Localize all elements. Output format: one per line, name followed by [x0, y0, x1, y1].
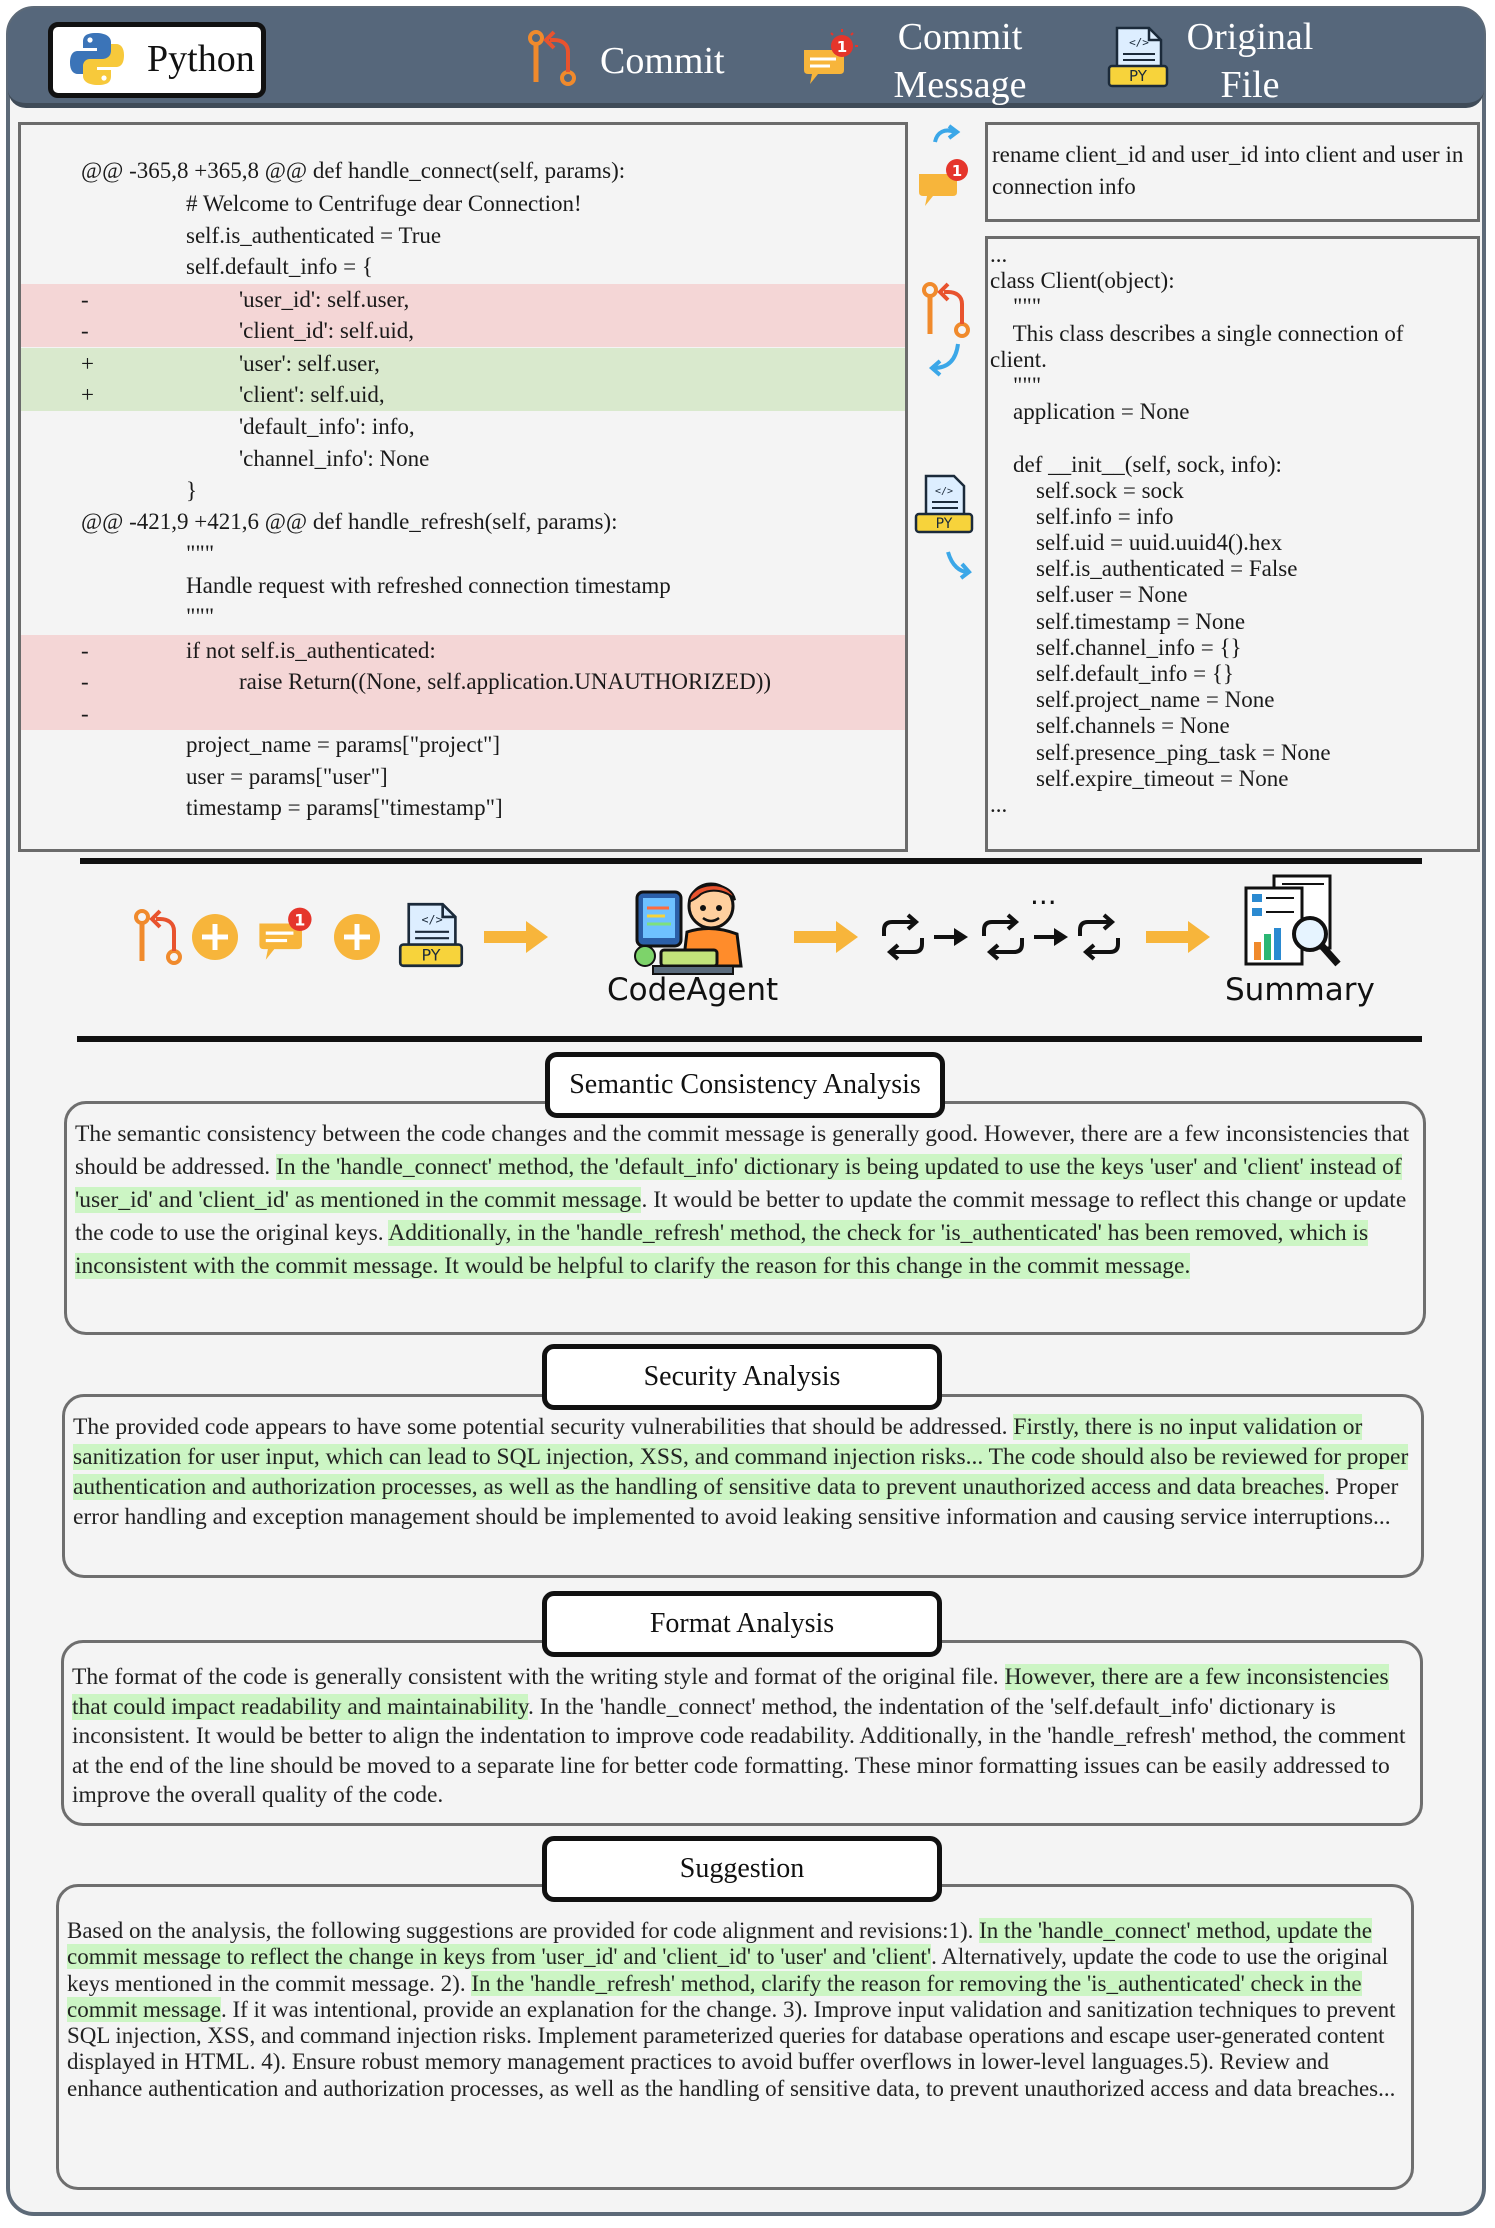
body-text: . If it was intentional, provide an explanation for the change. 3). Improve input validation and sanitization techniques to prevent SQL injection, XSS, and command injection risks. Implement parameterized queries for database operations and escape user-generated content displayed in HTML. 4). Ensure robust memory management practices to avoid buffer overflows in lower-level languages.5). Review and enhance authentication and authorization processes, as well as the handling of sensitive data, to prevent unauthorized access and data breaches... [67, 1996, 1396, 2101]
notification-count: 1 [294, 910, 306, 930]
py-file-pipeline-icon [398, 900, 464, 970]
diff-line [21, 188, 905, 220]
diff-sign: - [81, 701, 89, 726]
diff-code: """ [186, 541, 215, 566]
step-arrow [1054, 928, 1068, 946]
diff-code: 'client': self.uid, [239, 382, 385, 407]
diff-code: timestamp = params["timestamp"] [186, 795, 503, 820]
source-line: self.sock = sock [990, 477, 1184, 503]
diff-line [21, 379, 905, 411]
iteration-ellipsis: ... [1030, 878, 1057, 911]
source-line: self.timestamp = None [990, 608, 1246, 634]
py-badge-text: PY [1129, 67, 1147, 85]
commit-message-small-icon [915, 120, 975, 206]
diff-code: 'default_info': info, [239, 414, 415, 439]
diff-code: } [186, 478, 198, 503]
diff-line [21, 570, 905, 602]
original-file-lines [990, 242, 1477, 818]
body-text: . Alternatively, update the code to use the original keys mentioned in the commit message. 2). [67, 1944, 1389, 1996]
format-analysis-title: Format Analysis [542, 1591, 942, 1657]
diff-line [21, 538, 905, 570]
step-arrow [954, 928, 968, 946]
diff-line [21, 792, 905, 824]
notification-count: 1 [951, 162, 963, 180]
source-line: """ [990, 294, 1042, 320]
plus-icon [332, 912, 382, 962]
iteration-loop-icons [878, 902, 1128, 962]
source-line: ... [990, 791, 1008, 817]
body-text: . It would be better to update the commit message to reflect this change or update the code to use the original keys. [75, 1187, 1407, 1246]
diff-sign: - [81, 287, 89, 312]
notification-count: 1 [836, 38, 848, 56]
diff-line [21, 348, 905, 380]
diff-line [21, 220, 905, 252]
arrow-right-icon [790, 917, 862, 957]
arrow-right-icon [1142, 917, 1214, 957]
diff-sign: - [81, 669, 89, 694]
commit-message-icon [800, 26, 858, 88]
body-text: . Proper error handling and exception management should be implemented to avoid leaking sensitive information and causing service interruptions... [73, 1474, 1399, 1530]
code-glyph: </> [1129, 36, 1149, 49]
suggestion-body [56, 1884, 1414, 2190]
source-line: """ [990, 372, 1042, 398]
diff-code: self.is_authenticated = True [186, 223, 442, 248]
source-line: self.uid = uuid.uuid4().hex [990, 530, 1283, 556]
source-line: self.expire_timeout = None [990, 765, 1289, 791]
original-file-icon [1107, 24, 1169, 90]
diff-code: 'client_id': self.uid, [239, 318, 415, 343]
source-line: ... [990, 242, 1008, 267]
source-line: client. [990, 346, 1047, 372]
diff-code: raise Return((None, self.application.UNAUTHORIZED)) [239, 669, 772, 694]
diff-code: @@ -421,9 +421,6 @@ def handle_refresh(self, params): [81, 509, 618, 534]
commit-message-pipeline-icon [255, 898, 317, 964]
diff-code: self.default_info = { [186, 254, 373, 279]
source-line: self.channels = None [990, 713, 1230, 739]
diff-code: 'channel_info': None [239, 446, 430, 471]
commit-pipeline-icon [130, 905, 186, 969]
commit-small-icon [918, 280, 978, 380]
body-text: . In the 'handle_connect' method, the indentation of the 'self.default_info' dictionary is inconsistent. It would be better to align the indentation to improve code readability. Additionally, in the 'handle_refresh' method, the comment at the end of the line should be moved to a separate line for better code formatting. These minor formatting issues can be easily addressed to improve the overall quality of the code. [72, 1693, 1406, 1808]
highlighted-text: In the 'handle_connect' method, the 'default_info' dictionary is being updated to use the keys 'user' and 'client' instead of 'user_id' and 'client_id' as mentioned in the commit message [75, 1154, 1402, 1213]
source-line [990, 425, 1477, 451]
diff-line [21, 411, 905, 443]
diff-sign: - [81, 318, 89, 343]
diff-line [21, 698, 905, 730]
suggestion-title: Suggestion [542, 1836, 942, 1902]
format-analysis-body [61, 1640, 1423, 1826]
diff-line [21, 666, 905, 698]
highlighted-text: However, there are a few inconsistencies that could impact readability and maintainability [72, 1664, 1389, 1720]
diff-code: Handle request with refreshed connection timestamp [186, 573, 671, 598]
diff-sign: - [81, 638, 89, 663]
body-text: Based on the analysis, the following suggestions are provided for code alignment and revisions:1). [67, 1918, 980, 1943]
original-file-label-line2: File [1220, 64, 1280, 106]
diff-line [21, 315, 905, 347]
source-line: self.info = info [990, 503, 1174, 529]
summary-label: Summary [1225, 972, 1375, 1008]
semantic-analysis-body [64, 1101, 1426, 1335]
py-badge-text: PY [935, 516, 953, 532]
commit-message-label [880, 13, 1040, 109]
original-file-label [1180, 13, 1320, 109]
source-line: class Client(object): [990, 268, 1175, 294]
security-analysis-body [62, 1394, 1424, 1578]
diff-line [21, 506, 905, 538]
commit-label: Commit [600, 40, 725, 82]
diff-line [21, 443, 905, 475]
source-line: self.presence_ping_task = None [990, 739, 1331, 765]
diff-line [21, 729, 905, 761]
highlighted-text: In the 'handle_connect' method, update the commit message to reflect the change in keys from 'user_id' and 'client_id' to 'user' and 'client' [67, 1918, 1372, 1970]
arrow-right-icon [480, 917, 552, 957]
code-agent-label: CodeAgent [607, 972, 779, 1008]
highlighted-text: Additionally, in the 'handle_refresh' method, the check for 'is_authenticated' has been removed, which is inconsistent with the commit message. It would be helpful to clarify the reason for this change in the commit message. [75, 1220, 1369, 1279]
language-label: Python [147, 38, 255, 80]
diff-line [21, 251, 905, 283]
commit-message-box: rename client_id and user_id into client and user in connection info [985, 122, 1480, 222]
diff-panel [18, 122, 908, 852]
highlighted-text: Firstly, there is no input validation or sanitization for user input, which can lead to SQL injection, XSS, and command injection risks... The code should also be reviewed for proper authentication and authorization processes, as well as the handling of sensitive data to prevent unauthorized access and data breaches [73, 1414, 1409, 1500]
diff-line [21, 475, 905, 507]
body-text: The semantic consistency between the code changes and the commit message is generally good. However, there are a few inconsistencies that should be addressed. [75, 1121, 1410, 1180]
diff-sign: + [81, 351, 94, 376]
source-line: def __init__(self, sock, info): [990, 451, 1282, 477]
diff-code: # Welcome to Centrifuge dear Connection! [186, 191, 582, 216]
code-glyph: </> [421, 912, 443, 927]
diff-line [21, 761, 905, 793]
source-line: self.user = None [990, 582, 1188, 608]
source-line: self.project_name = None [990, 687, 1275, 713]
diff-line [21, 601, 905, 633]
source-line: self.channel_info = {} [990, 634, 1242, 660]
diff-code: @@ -365,8 +365,8 @@ def handle_connect(self, params): [81, 158, 626, 183]
diff-code: if not self.is_authenticated: [186, 638, 436, 663]
body-text: The provided code appears to have some potential security vulnerabilities that should be addressed. [73, 1414, 1014, 1440]
plus-icon [190, 912, 240, 962]
diff-code: """ [186, 604, 215, 629]
source-line: This class describes a single connection of [990, 320, 1404, 346]
diff-sign: + [81, 382, 94, 407]
semantic-analysis-title: Semantic Consistency Analysis [545, 1052, 945, 1118]
diff-code: project_name = params["project"] [186, 732, 501, 757]
diff-line [21, 155, 905, 187]
diff-code: user = params["user"] [186, 764, 388, 789]
diff-code: 'user': self.user, [239, 351, 380, 376]
commit-message-label-line2: Message [893, 64, 1027, 106]
summary-report-icon [1240, 872, 1350, 972]
divider-top [80, 858, 1422, 864]
source-line: application = None [990, 399, 1190, 425]
commit-message-label-line1: Commit [897, 16, 1023, 58]
original-file-label-line1: Original [1186, 16, 1314, 58]
highlighted-text: In the 'handle_refresh' method, clarify the reason for removing the 'is_authenticated' check in the commit message [67, 1970, 1362, 2022]
diff-line [21, 635, 905, 667]
language-badge [48, 22, 266, 98]
diff-code: 'user_id': self.user, [239, 287, 410, 312]
py-badge-text: PY [421, 945, 441, 965]
source-line: self.default_info = {} [990, 661, 1234, 686]
code-agent-icon [631, 872, 749, 978]
diff-line [21, 284, 905, 316]
original-file-box [985, 236, 1480, 852]
source-line: self.is_authenticated = False [990, 556, 1298, 582]
body-text: The format of the code is generally consistent with the writing style and format of the original file. [72, 1664, 1005, 1690]
divider-bottom [77, 1036, 1422, 1042]
code-glyph: </> [934, 486, 954, 497]
security-analysis-title: Security Analysis [542, 1344, 942, 1410]
commit-icon [524, 28, 580, 88]
python-logo-icon [67, 29, 127, 89]
py-file-small-icon [912, 472, 976, 584]
